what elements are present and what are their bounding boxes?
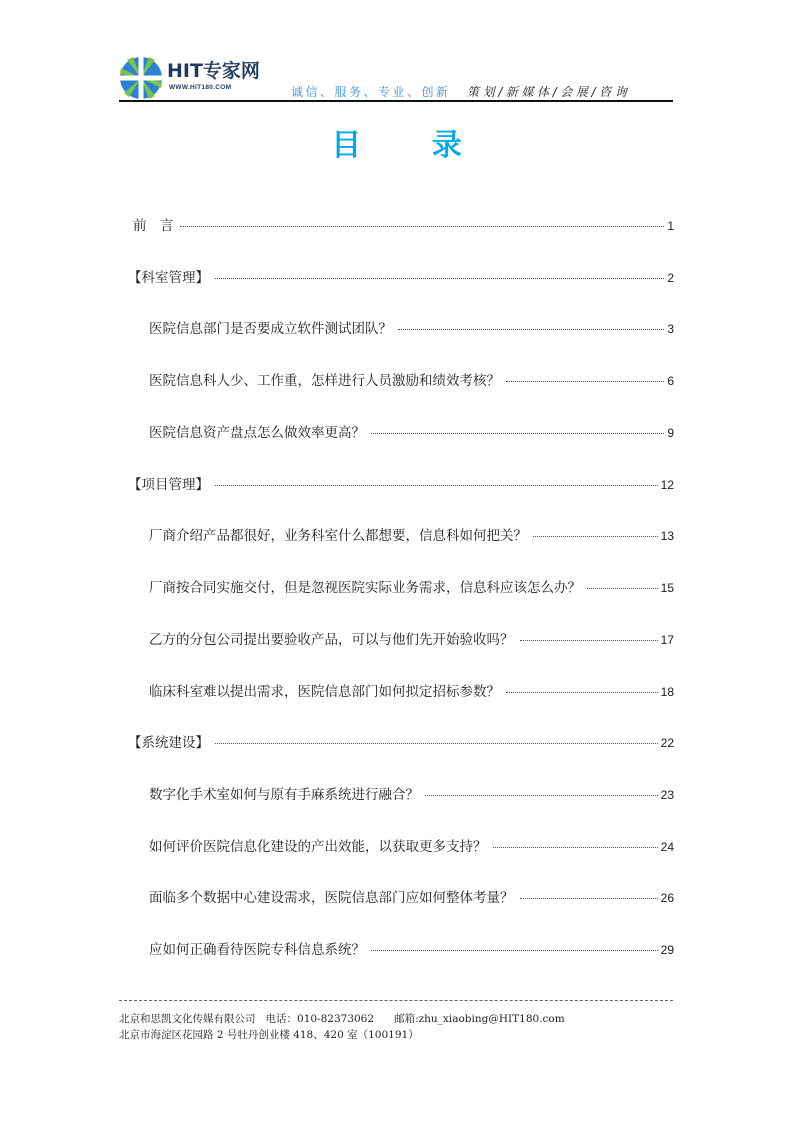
toc-entry[interactable] — [149, 889, 674, 907]
toc-entry[interactable] — [149, 527, 674, 545]
toc-entry[interactable] — [149, 372, 674, 390]
toc-entry-label: 数字化手术室如何与原有手麻系统进行融合？ — [149, 787, 419, 803]
footer-company-contact: 北京和思凯文化传媒有限公司 电话：010-82373062 邮箱:zhu_xiaobing@HIT180.com — [119, 1013, 565, 1025]
toc-entry[interactable] — [149, 941, 674, 959]
toc-entry-page: 15 — [660, 581, 674, 595]
toc-section-project-management[interactable] — [128, 476, 674, 494]
toc-leader-dots — [587, 588, 658, 589]
toc-leader-dots — [215, 743, 658, 744]
toc-leader-dots — [493, 847, 658, 848]
footer-address: 北京市海淀区花园路 2 号牡丹创业楼 418、420 室（100191） — [119, 1029, 419, 1041]
toc-entry-page: 29 — [660, 943, 674, 957]
toc-entry-page: 9 — [667, 426, 674, 440]
toc-leader-dots — [520, 898, 658, 899]
toc-leader-dots — [398, 329, 664, 330]
slogan-services: 策划/新媒体/会展/咨询 — [467, 85, 631, 99]
toc-entry-label: 医院信息部门是否要成立软件测试团队？ — [149, 321, 392, 337]
hit-logo-icon — [119, 56, 163, 100]
toc-entry-page: 17 — [660, 633, 674, 647]
page-header — [119, 52, 673, 104]
toc-entry-label: 厂商介绍产品都很好，业务科室什么都想要，信息科如何把关？ — [149, 528, 527, 544]
logo-url: WWW.HIT180.COM — [169, 84, 232, 91]
toc-entry-label: 乙方的分包公司提出要验收产品，可以与他们先开始验收吗？ — [149, 632, 514, 648]
toc-leader-dots — [215, 278, 664, 279]
toc-leader-dots — [215, 485, 658, 486]
toc-entry-label: 医院信息科人少、工作重，怎样进行人员激励和绩效考核？ — [149, 373, 500, 389]
toc-entry-label: 如何评价医院信息化建设的产出效能，以获取更多支持？ — [149, 839, 487, 855]
toc-entry-page: 6 — [667, 374, 674, 388]
toc-entry-page: 2 — [667, 271, 674, 285]
toc-entry-label: 【科室管理】 — [128, 270, 209, 286]
page-title: 目 录 — [331, 128, 492, 163]
toc-entry-page: 26 — [660, 891, 674, 905]
footer-divider — [119, 1000, 673, 1001]
toc-entry-page: 24 — [660, 840, 674, 854]
toc-entry-label: 前 言 — [133, 218, 174, 234]
toc-entry-label: 应如何正确看待医院专科信息系统？ — [149, 942, 365, 958]
toc-leader-dots — [506, 381, 664, 382]
toc-entry[interactable] — [149, 631, 674, 649]
logo-text: HIT专家网 — [167, 60, 260, 82]
toc-entry-page: 18 — [660, 685, 674, 699]
toc-entry-label: 【系统建设】 — [128, 735, 209, 751]
toc-entry[interactable] — [149, 683, 674, 701]
toc-entry[interactable] — [149, 424, 674, 442]
slogan-values: 诚信、服务、专业、创新 — [291, 85, 451, 99]
toc-leader-dots — [371, 433, 664, 434]
toc-entry-label: 面临多个数据中心建设需求，医院信息部门应如何整体考量？ — [149, 890, 514, 906]
toc-entry[interactable] — [149, 786, 674, 804]
toc-entry-page: 13 — [660, 529, 674, 543]
toc-entry-preface[interactable] — [133, 217, 674, 235]
toc-entry-page: 23 — [660, 788, 674, 802]
toc-entry-label: 医院信息资产盘点怎么做效率更高？ — [149, 425, 365, 441]
toc-entry[interactable] — [149, 579, 674, 597]
toc-leader-dots — [520, 640, 658, 641]
toc-leader-dots — [506, 692, 658, 693]
toc-leader-dots — [425, 795, 658, 796]
toc-entry-label: 临床科室难以提出需求，医院信息部门如何拟定招标参数？ — [149, 684, 500, 700]
toc-entry-label: 厂商按合同实施交付，但是忽视医院实际业务需求，信息科应该怎么办？ — [149, 580, 581, 596]
toc-entry-page: 3 — [667, 322, 674, 336]
toc-entry[interactable] — [149, 320, 674, 338]
toc-entry-page: 1 — [667, 219, 674, 233]
header-divider — [119, 100, 673, 102]
toc-leader-dots — [533, 536, 658, 537]
toc-leader-dots — [180, 226, 665, 227]
toc-section-dept-management[interactable] — [128, 269, 674, 287]
toc-entry-page: 12 — [660, 478, 674, 492]
toc-section-system-construction[interactable] — [128, 734, 674, 752]
toc-entry[interactable] — [149, 838, 674, 856]
toc-leader-dots — [371, 950, 658, 951]
toc-entry-page: 22 — [660, 736, 674, 750]
toc-entry-label: 【项目管理】 — [128, 477, 209, 493]
